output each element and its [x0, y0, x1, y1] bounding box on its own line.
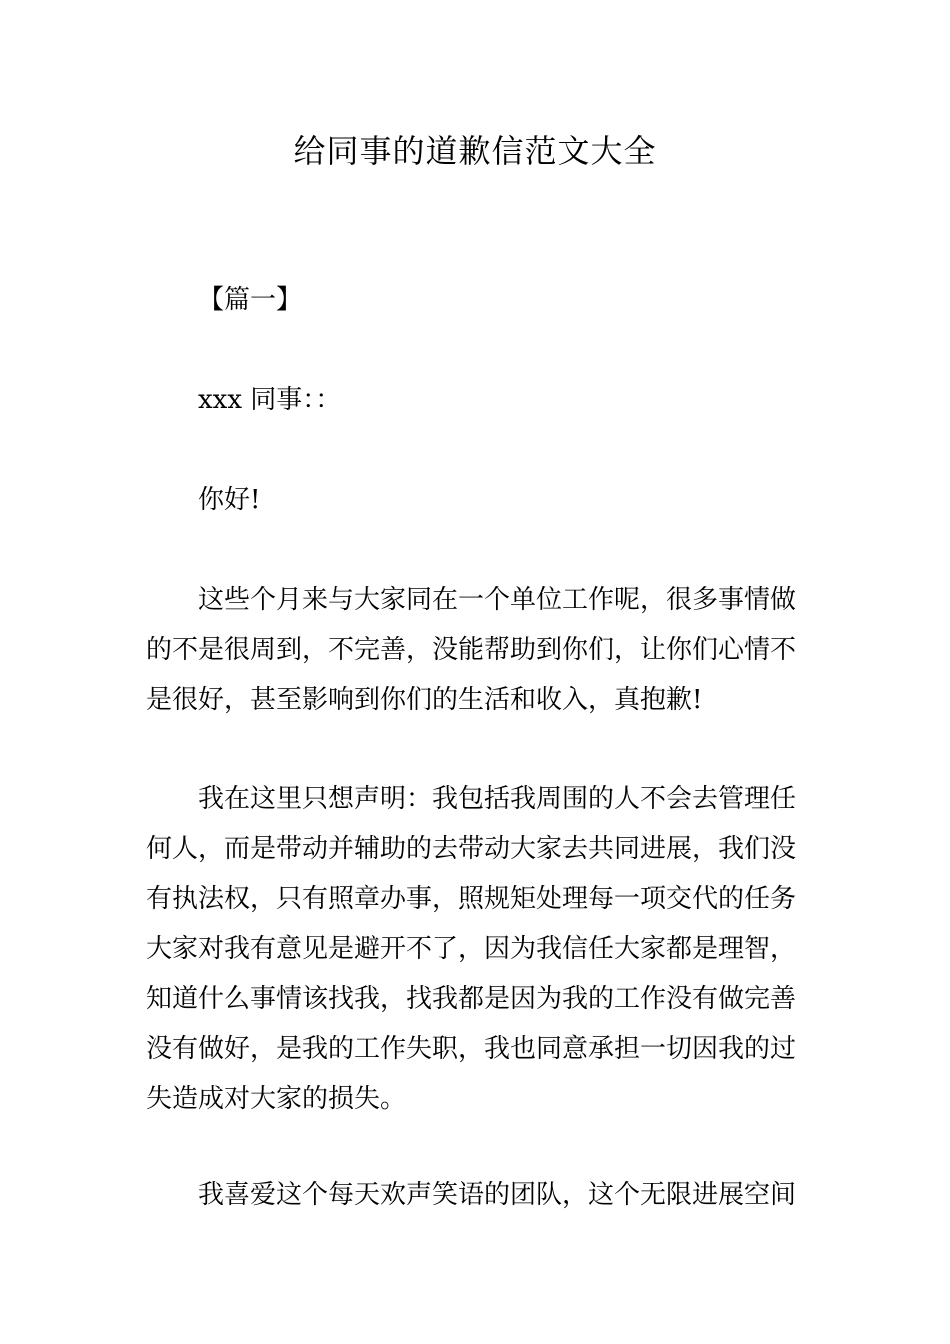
paragraph-line: 何人，而是带动并辅助的去带动大家去共同进展，我们没 — [146, 834, 797, 864]
paragraph-2 — [146, 774, 811, 1124]
salutation: xxx 同事：： — [198, 385, 342, 415]
section-label: 【篇一】 — [198, 285, 303, 315]
paragraph-line: 我在这里只想声明：我包括我周围的人不会去管理任 — [198, 784, 797, 814]
paragraph-line: 没有做好，是我的工作失职，我也同意承担一切因我的过 — [146, 1034, 797, 1064]
document-title: 给同事的道歉信范文大全 — [293, 132, 657, 170]
paragraph-line: 的不是很周到，不完善，没能帮助到你们，让你们心情不 — [146, 635, 797, 665]
paragraph-line: 失造成对大家的损失。 — [146, 1084, 407, 1114]
paragraph-1 — [146, 575, 811, 725]
greeting: 你好! — [198, 485, 261, 515]
paragraph-line: 有执法权，只有照章办事，照规矩处理每一项交代的任务 — [146, 884, 797, 914]
paragraph-3 — [146, 1170, 811, 1220]
paragraph-line: 这些个月来与大家同在一个单位工作呢，很多事情做 — [198, 585, 797, 615]
paragraph-line: 我喜爱这个每天欢声笑语的团队，这个无限进展空间 — [198, 1180, 797, 1210]
paragraph-line: 大家对我有意见是避开不了，因为我信任大家都是理智， — [146, 934, 797, 964]
paragraph-line: 知道什么事情该找我，找我都是因为我的工作没有做完善 — [146, 984, 797, 1014]
paragraph-line: 是很好，甚至影响到你们的生活和收入，真抱歉! — [146, 685, 703, 715]
